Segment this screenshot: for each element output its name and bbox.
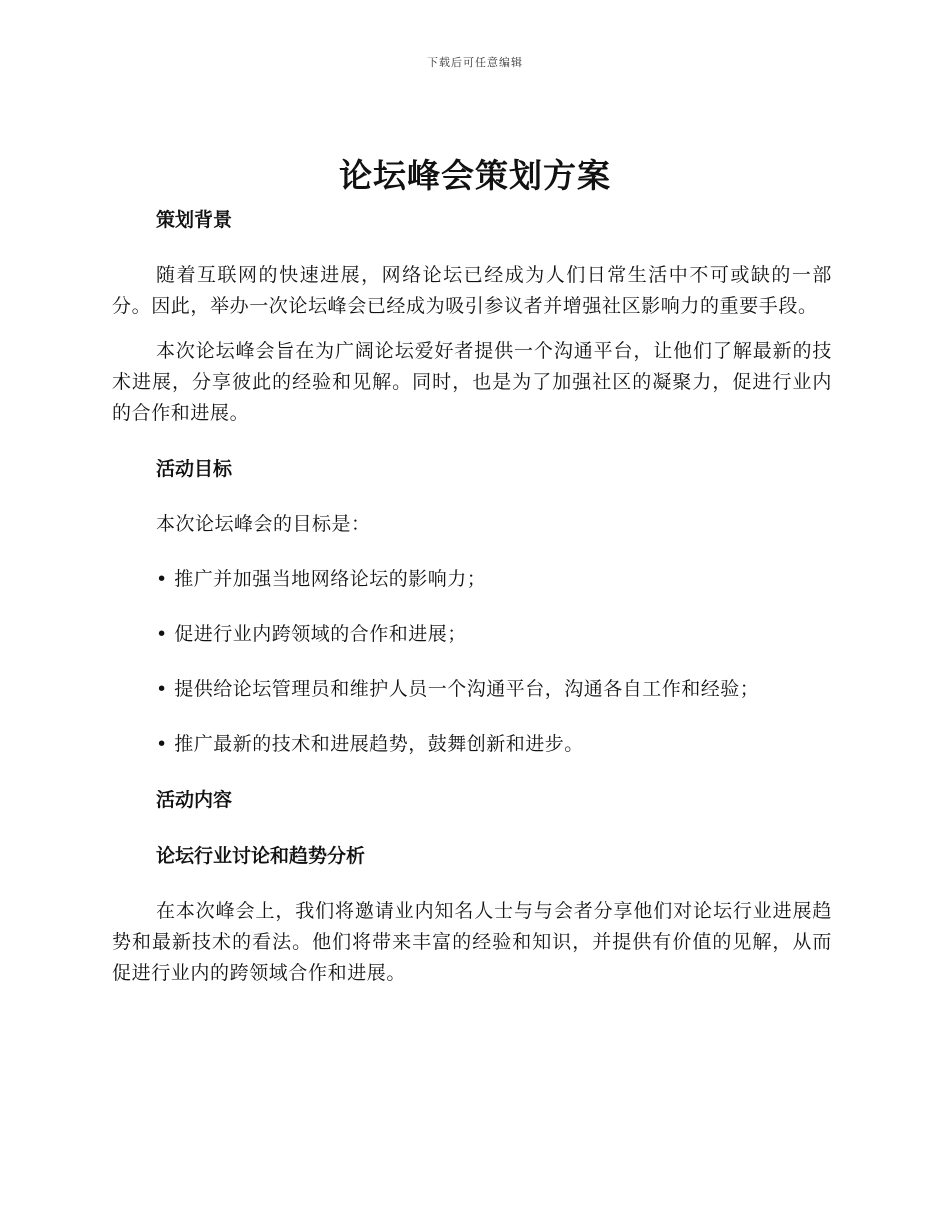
goal-item: • 推广并加强当地网络论坛的影响力； xyxy=(156,568,487,590)
goal-item: • 促进行业内跨领域的合作和进展； xyxy=(156,623,467,645)
section-heading-goals: 活动目标 xyxy=(156,458,233,480)
section-heading-background: 策划背景 xyxy=(156,209,233,231)
goals-intro: 本次论坛峰会的目标是： xyxy=(156,513,371,535)
header-note: 下载后可任意编辑 xyxy=(427,56,523,69)
document-body xyxy=(112,204,832,989)
goal-item: • 推广最新的技术和进展趋势，鼓舞创新和进步。 xyxy=(156,733,584,755)
subsection-heading-discussion: 论坛行业讨论和趋势分析 xyxy=(156,845,366,867)
paragraph-background-2: 本次论坛峰会旨在为广阔论坛爱好者提供一个沟通平台，让他们了解最新的技术进展，分享彼此的经验和见解。同时，也是为了加强社区的凝聚力，促进行业内的合作和进展。 xyxy=(112,340,832,424)
paragraph-content-1: 在本次峰会上，我们将邀请业内知名人士与与会者分享他们对论坛行业进展趋势和最新技术的看法。他们将带来丰富的经验和知识，并提供有价值的见解，从而促进行业内的跨领域合作和进展。 xyxy=(112,900,832,984)
paragraph-background-1: 随着互联网的快速进展，网络论坛已经成为人们日常生活中不可或缺的一部分。因此，举办一次论坛峰会已经成为吸引参议者并增强社区影响力的重要手段。 xyxy=(112,264,832,317)
section-heading-content: 活动内容 xyxy=(156,789,233,811)
goal-item: • 提供给论坛管理员和维护人员一个沟通平台，沟通各自工作和经验； xyxy=(156,678,760,700)
page-title: 论坛峰会策划方案 xyxy=(339,156,611,195)
